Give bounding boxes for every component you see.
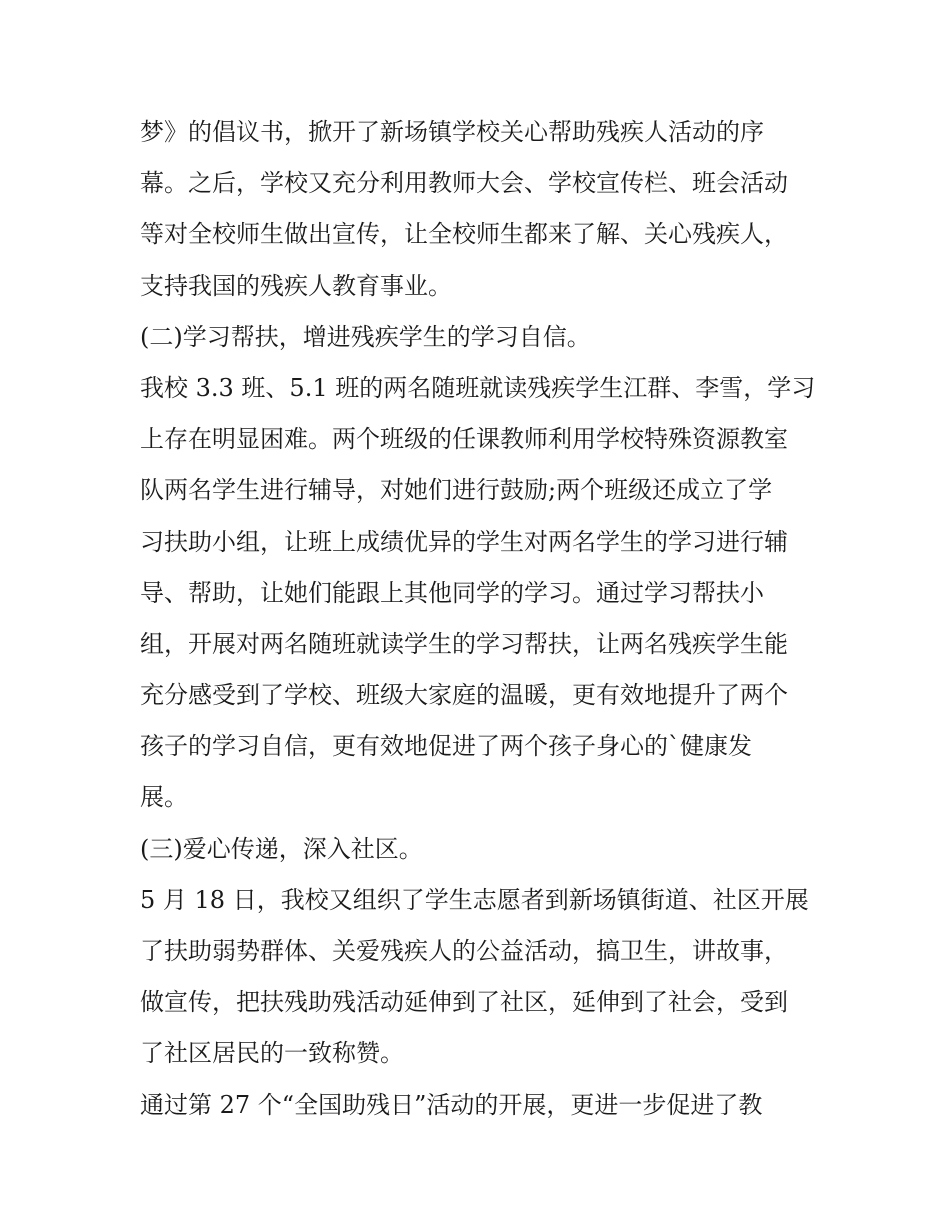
section-heading-3: (三)爱心传递，深入社区。: [140, 834, 423, 863]
text-line-16: 5 月 18 日，我校又组织了学生志愿者到新场镇街道、社区开展: [140, 885, 809, 914]
text-line-3: 等对全校师生做出宣传，让全校师生都来了解、关心残疾人，: [140, 220, 788, 249]
text-line-2: 幕。之后，学校又充分利用教师大会、学校宣传栏、班会活动: [140, 169, 788, 198]
text-line-12: 充分感受到了学校、班级大家庭的温暖，更有效地提升了两个: [140, 681, 788, 710]
text-line-11: 组，开展对两名随班就读学生的学习帮扶，让两名残疾学生能: [140, 629, 788, 658]
text-line-7: 上存在明显困难。两个班级的任课教师利用学校特殊资源教室: [140, 425, 788, 454]
text-line-19: 了社区居民的一致称赞。: [140, 1039, 404, 1068]
text-line-20: 通过第 27 个“全国助残日”活动的开展，更进一步促进了教: [140, 1090, 763, 1119]
text-line-8: 队两名学生进行辅导，对她们进行鼓励;两个班级还成立了学: [140, 476, 773, 505]
text-line-1: 梦》的倡议书，掀开了新场镇学校关心帮助残疾人活动的序: [140, 118, 764, 146]
text-line-9: 习扶助小组，让班上成绩优异的学生对两名学生的学习进行辅: [140, 527, 788, 556]
text-line-6: 我校 3.3 班、5.1 班的两名随班就读残疾学生江群、李雪，学习: [140, 373, 816, 402]
body-text: [140, 107, 820, 1131]
text-line-4: 支持我国的残疾人教育事业。: [140, 271, 452, 300]
text-line-18: 做宣传，把扶残助残活动延伸到了社区，延伸到了社会，受到: [140, 988, 788, 1017]
text-line-17: 了扶助弱势群体、关爱残疾人的公益活动，搞卫生，讲故事，: [140, 937, 788, 965]
section-heading-2: (二)学习帮扶，增进残疾学生的学习自信。: [140, 322, 591, 351]
text-line-14: 展。: [140, 783, 188, 812]
text-line-13: 孩子的学习自信，更有效地促进了两个孩子身心的`健康发: [140, 732, 752, 761]
text-line-10: 导、帮助，让她们能跟上其他同学的学习。通过学习帮扶小: [140, 578, 764, 607]
